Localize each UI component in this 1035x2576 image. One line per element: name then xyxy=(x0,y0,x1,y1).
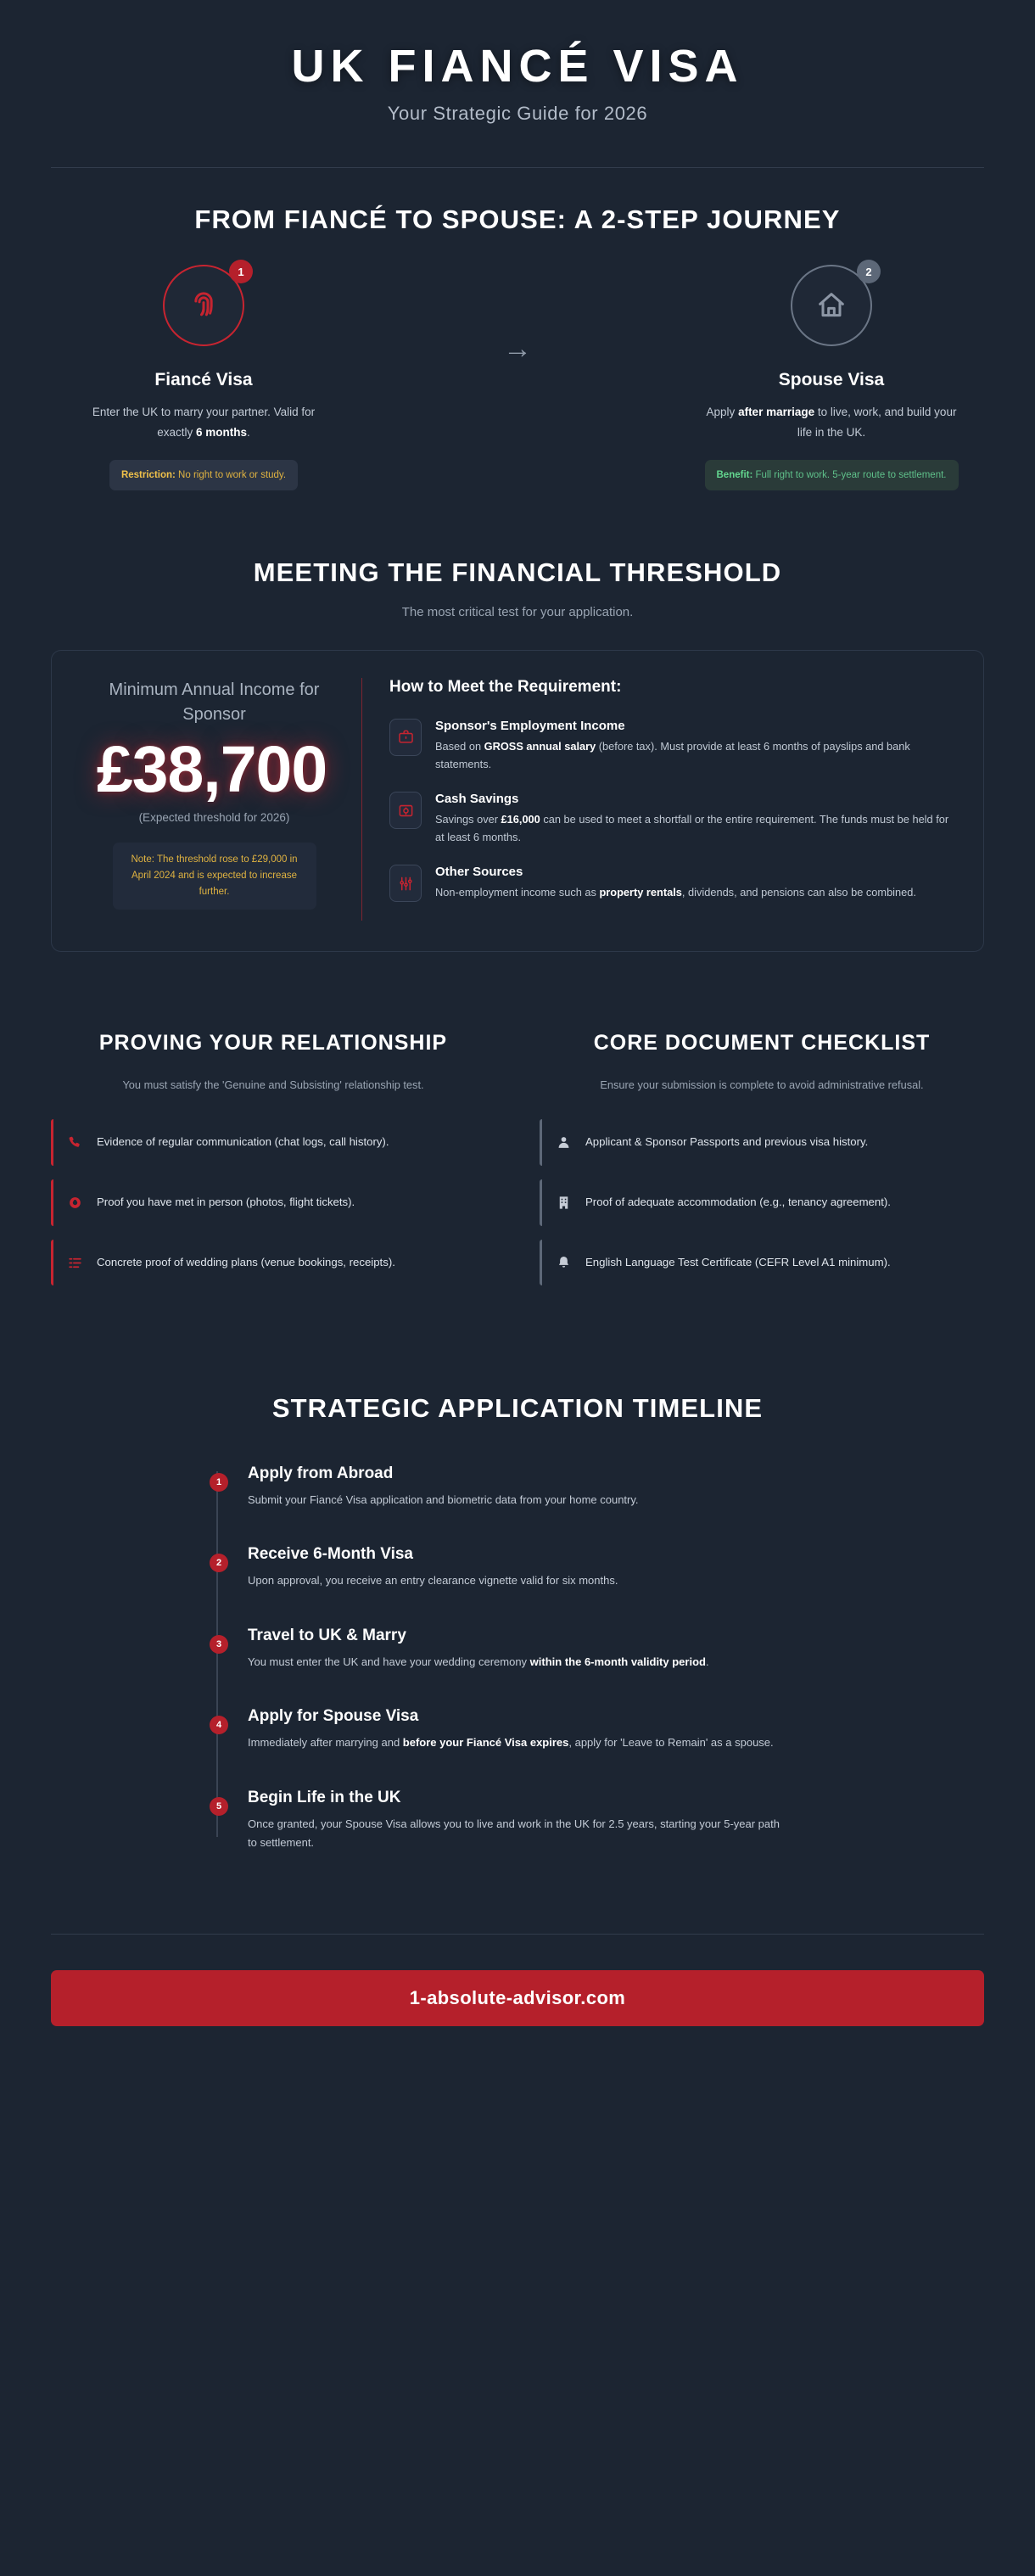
checklist-list xyxy=(540,1119,984,1285)
checklist-title: CORE DOCUMENT CHECKLIST xyxy=(593,1031,931,1056)
requirement-body xyxy=(435,865,916,902)
home-icon xyxy=(814,288,848,322)
requirement-title: Other Sources xyxy=(435,865,523,880)
spouse-circle-wrap xyxy=(791,265,872,346)
requirement-title: Cash Savings xyxy=(435,792,519,807)
requirements-heading: How to Meet the Requirement: xyxy=(389,677,622,696)
spouse-step-badge: 2 xyxy=(857,260,881,283)
journey-step-fiance xyxy=(51,265,356,490)
relationship-column xyxy=(51,1030,495,1299)
financial-subtitle: The most critical test for your application. xyxy=(401,604,634,619)
threshold-amount: £38,700 xyxy=(96,732,327,806)
checklist-column xyxy=(540,1030,984,1299)
timeline-item xyxy=(215,1788,831,1853)
bell-icon xyxy=(554,1255,573,1271)
journey-title: FROM FIANCÉ TO SPOUSE: A 2-STEP JOURNEY xyxy=(194,204,841,234)
timeline-section xyxy=(51,1299,984,1852)
list-item xyxy=(540,1119,984,1166)
list-item-label: Proof of adequate accommodation (e.g., tenancy agreement). xyxy=(585,1195,891,1208)
checklist-icon xyxy=(65,1255,84,1271)
timeline-item xyxy=(215,1707,831,1752)
timeline-step-badge: 3 xyxy=(210,1635,228,1654)
spouse-visa-name: Spouse Visa xyxy=(778,370,885,390)
list-item xyxy=(51,1179,495,1226)
timeline-step-title: Apply for Spouse Visa xyxy=(248,1707,419,1726)
camera-icon xyxy=(65,1195,84,1211)
threshold-note: (Expected threshold for 2026) xyxy=(138,810,290,824)
timeline-step-desc: Submit your Fiancé Visa application and biometric data from your home country. xyxy=(248,1493,639,1507)
threshold-label: Minimum Annual Income for Sponsor xyxy=(109,680,320,724)
fingerprint-icon xyxy=(187,288,221,322)
relationship-list xyxy=(51,1119,495,1285)
list-item xyxy=(540,1240,984,1286)
cta-button[interactable]: 1-absolute-advisor.com xyxy=(51,1970,984,2026)
requirements-list xyxy=(362,678,953,921)
journey-arrow-icon: → xyxy=(503,333,532,366)
safe-icon xyxy=(389,792,422,829)
financial-section xyxy=(51,490,984,952)
timeline-step-desc: Upon approval, you receive an entry clearance vignette valid for six months. xyxy=(248,1574,618,1588)
user-icon xyxy=(554,1134,573,1151)
spouse-visa-desc: Apply after marriage to live, work, and build your life in the UK. xyxy=(706,406,957,440)
timeline-step-title: Begin Life in the UK xyxy=(248,1788,401,1806)
journey-step-spouse xyxy=(679,265,984,490)
requirement-body xyxy=(435,792,953,846)
list-item xyxy=(51,1119,495,1166)
page-footer xyxy=(51,1852,984,2065)
fiance-visa-name: Fiancé Visa xyxy=(154,370,253,390)
threshold-warning: Note: The threshold rose to £29,000 in April 2024 and is expected to increase further. xyxy=(113,843,316,910)
briefcase-icon xyxy=(389,719,422,756)
evidence-columns xyxy=(51,952,984,1299)
requirement-text: Based on GROSS annual salary (before tax). Must provide at least 6 months of payslips and bank statements. xyxy=(435,739,910,770)
requirement-row xyxy=(389,865,953,902)
fiance-step-badge: 1 xyxy=(229,260,253,283)
timeline-step-desc: Immediately after marrying and before your Fiancé Visa expires, apply for 'Leave to Remain' as a spouse. xyxy=(248,1736,774,1750)
threshold-summary xyxy=(82,678,362,921)
timeline-step-desc: Once granted, your Spouse Visa allows you to live and work in the UK for 2.5 years, starting your 5-year path to settlement. xyxy=(248,1817,780,1849)
timeline-title: STRATEGIC APPLICATION TIMELINE xyxy=(271,1393,764,1424)
timeline-step-badge: 4 xyxy=(210,1716,228,1734)
timeline-step-badge: 2 xyxy=(210,1554,228,1572)
timeline-step-badge: 5 xyxy=(210,1797,228,1816)
timeline-item xyxy=(215,1545,831,1590)
relationship-title: PROVING YOUR RELATIONSHIP xyxy=(98,1031,448,1056)
timeline-list xyxy=(204,1464,831,1852)
timeline-connector xyxy=(216,1471,218,1837)
requirement-body xyxy=(435,719,953,773)
list-item-label: Applicant & Sponsor Passports and previous visa history. xyxy=(585,1135,869,1149)
spouse-benefit-badge: Benefit: Full right to work. 5-year route to settlement. xyxy=(705,460,959,490)
requirement-text: Non-employment income such as property rentals, dividends, and pensions can also be combined. xyxy=(435,886,916,899)
list-item-label: Concrete proof of wedding plans (venue bookings, receipts). xyxy=(97,1255,395,1268)
list-item xyxy=(540,1179,984,1226)
page-subtitle: Your Strategic Guide for 2026 xyxy=(387,102,648,124)
building-icon xyxy=(554,1195,573,1211)
list-item xyxy=(51,1240,495,1286)
journey-steps xyxy=(51,265,984,490)
fiance-circle-wrap xyxy=(163,265,244,346)
list-item-label: Proof you have met in person (photos, flight tickets). xyxy=(97,1195,355,1208)
timeline-step-title: Apply from Abroad xyxy=(248,1464,394,1483)
timeline-step-badge: 1 xyxy=(210,1473,228,1492)
footer-divider xyxy=(51,1934,984,1935)
timeline-item xyxy=(215,1464,831,1509)
footer-spacer xyxy=(51,2026,984,2065)
journey-section xyxy=(51,168,984,490)
timeline-step-title: Receive 6-Month Visa xyxy=(248,1545,414,1564)
timeline-step-title: Travel to UK & Marry xyxy=(248,1626,406,1644)
requirement-row xyxy=(389,719,953,773)
fiance-visa-desc: Enter the UK to marry your partner. Valid for exactly 6 months. xyxy=(92,406,316,440)
financial-title: MEETING THE FINANCIAL THRESHOLD xyxy=(253,557,782,588)
fiance-restriction-badge: Restriction: No right to work or study. xyxy=(109,460,298,490)
timeline-item xyxy=(215,1626,831,1672)
timeline-step-desc: You must enter the UK and have your wedding ceremony within the 6-month validity period. xyxy=(248,1655,709,1668)
page-title: UK FIANCÉ VISA xyxy=(291,41,744,92)
sliders-icon xyxy=(389,865,422,902)
phone-icon xyxy=(65,1134,84,1151)
requirement-text: Savings over £16,000 can be used to meet a shortfall or the entire requirement. The funds must be held for at least 6 months. xyxy=(435,813,949,844)
financial-card xyxy=(51,650,984,952)
relationship-subtitle: You must satisfy the 'Genuine and Subsisting' relationship test. xyxy=(122,1078,424,1091)
requirement-row xyxy=(389,792,953,846)
list-item-label: English Language Test Certificate (CEFR Level A1 minimum). xyxy=(585,1255,891,1268)
list-item-label: Evidence of regular communication (chat logs, call history). xyxy=(97,1135,389,1149)
requirement-title: Sponsor's Employment Income xyxy=(435,718,625,733)
checklist-subtitle: Ensure your submission is complete to avoid administrative refusal. xyxy=(600,1078,924,1091)
page-header xyxy=(51,0,984,168)
